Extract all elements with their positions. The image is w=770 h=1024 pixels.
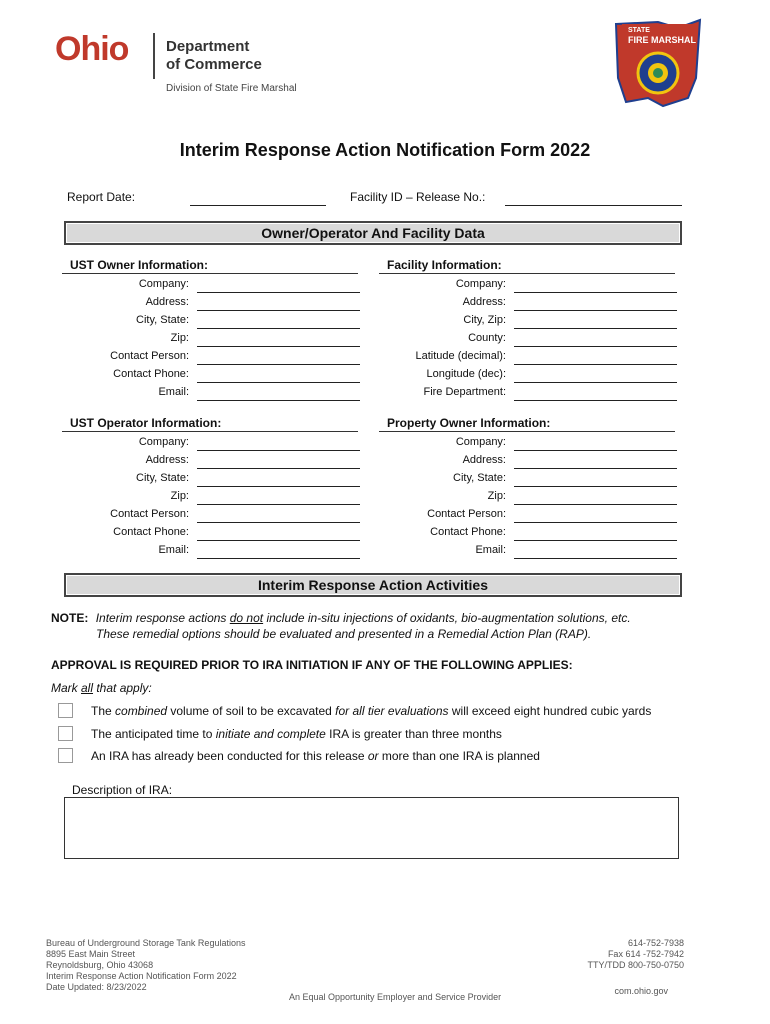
facility-field-label: Company:	[455, 278, 506, 290]
mark-all-instruction	[51, 681, 152, 695]
form-title: Interim Response Action Notification Form 2022	[179, 140, 591, 160]
property-owner-field-label: Company:	[455, 436, 506, 448]
ust-operator-field-label: Address:	[145, 454, 189, 466]
ira-activities-section-header: Interim Response Action Activities	[64, 573, 682, 597]
ust-operator-field-label: Email:	[158, 544, 189, 556]
ust-owner-field-label: Contact Person:	[110, 350, 189, 362]
property-owner-field-label: Zip:	[487, 490, 506, 502]
footer-equal-opportunity: An Equal Opportunity Employer and Service Provider	[289, 992, 502, 1002]
ust-operator-field-input[interactable]	[197, 504, 360, 505]
property-owner-field-input[interactable]	[514, 504, 677, 505]
ust-owner-field-input[interactable]	[197, 292, 360, 293]
ust-owner-title-rule	[62, 273, 358, 274]
division-name: Division of State Fire Marshal	[166, 83, 297, 94]
department-name	[166, 38, 262, 74]
note-label: NOTE:	[51, 611, 89, 625]
ust-operator-field-input[interactable]	[197, 540, 360, 541]
ust-operator-field-input[interactable]	[197, 450, 360, 451]
ust-owner-field-label: Zip:	[170, 332, 189, 344]
ust-operator-field-input[interactable]	[197, 468, 360, 469]
facility-title: Facility Information:	[387, 258, 502, 272]
report-date-field[interactable]	[190, 205, 326, 206]
ust-operator-field-label: Contact Phone:	[113, 526, 189, 538]
ust-operator-title-rule	[62, 431, 358, 432]
ust-operator-field-label: Company:	[138, 436, 189, 448]
property-owner-title-rule	[379, 431, 675, 432]
footer-tty: TTY/TDD 800-750-0750	[587, 960, 684, 970]
dept-line-1: Department	[166, 38, 250, 55]
footer-phone: 614-752-7938	[627, 938, 684, 948]
property-owner-field-input[interactable]	[514, 540, 677, 541]
facility-field-label: Longitude (dec):	[426, 368, 506, 380]
property-owner-title: Property Owner Information:	[387, 416, 551, 430]
footer-address	[46, 938, 245, 993]
ust-owner-field-input[interactable]	[197, 364, 360, 365]
property-owner-field-label: Address:	[462, 454, 506, 466]
facility-field-input[interactable]	[514, 346, 677, 347]
ust-owner-field-input[interactable]	[197, 382, 360, 383]
mark-u: all	[81, 681, 94, 695]
c3-p2: more than one IRA is planned	[378, 749, 540, 763]
footer-left-1: Bureau of Underground Storage Tank Regulations	[46, 938, 246, 948]
facility-field-input[interactable]	[514, 292, 677, 293]
facility-field-input[interactable]	[514, 310, 677, 311]
owner-facility-section-header: Owner/Operator And Facility Data	[64, 221, 682, 245]
ust-operator-field-label: Zip:	[170, 490, 189, 502]
footer-left-3: Reynoldsburg, Ohio 43068	[46, 960, 154, 970]
checkbox-prior-ira[interactable]	[58, 748, 73, 763]
c2-i1: initiate and complete	[215, 727, 326, 741]
ust-owner-field-input[interactable]	[197, 346, 360, 347]
ust-operator-field-label: City, State:	[136, 472, 189, 484]
footer-left-4: Interim Response Action Notification Form 2022	[46, 971, 237, 981]
ust-operator-field-input[interactable]	[197, 486, 360, 487]
report-date-label: Report Date:	[67, 190, 136, 204]
ust-owner-field-label: City, State:	[136, 314, 189, 326]
property-owner-field-label: City, State:	[453, 472, 506, 484]
ust-owner-field-label: Email:	[158, 386, 189, 398]
footer-contact	[587, 938, 684, 971]
mark-b: that apply:	[93, 681, 152, 695]
note-underlined: do not	[229, 611, 264, 625]
ust-operator-field-input[interactable]	[197, 558, 360, 559]
note-text-b: include in-situ injections of oxidants, bio-augmentation solutions, etc.	[263, 611, 631, 625]
note-text-a: Interim response actions	[95, 611, 230, 625]
facility-id-label: Facility ID – Release No.:	[350, 190, 486, 204]
logo-divider	[153, 33, 155, 79]
ust-owner-title: UST Owner Information:	[70, 258, 208, 272]
facility-field-label: County:	[468, 332, 506, 344]
property-owner-field-label: Email:	[475, 544, 506, 556]
checkbox-anticipated-time[interactable]	[58, 726, 73, 741]
svg-text:FIRE MARSHAL: FIRE MARSHAL	[628, 35, 696, 45]
facility-field-input[interactable]	[514, 328, 677, 329]
ust-owner-field-input[interactable]	[197, 400, 360, 401]
mark-a: Mark	[51, 681, 81, 695]
note-line-1	[51, 610, 691, 626]
dept-line-2: of Commerce	[166, 56, 262, 73]
c3-i1: or	[367, 749, 379, 763]
fire-marshal-badge-icon	[608, 18, 703, 110]
facility-field-label: Address:	[462, 296, 506, 308]
ust-owner-field-input[interactable]	[197, 328, 360, 329]
description-textarea[interactable]	[64, 797, 679, 859]
ust-operator-field-input[interactable]	[197, 522, 360, 523]
c1-p2: volume of soil to be excavated	[167, 704, 336, 718]
facility-title-rule	[379, 273, 675, 274]
facility-id-field[interactable]	[505, 205, 682, 206]
property-owner-field-input[interactable]	[514, 486, 677, 487]
property-owner-field-label: Contact Person:	[427, 508, 506, 520]
c2-p1: The anticipated time to	[91, 727, 216, 741]
facility-field-label: Latitude (decimal):	[415, 350, 506, 362]
ust-owner-field-label: Company:	[138, 278, 189, 290]
c1-i1: combined	[115, 704, 168, 718]
footer-left-5: Date Updated: 8/23/2022	[46, 982, 147, 992]
footer-website-link[interactable]: com.ohio.gov	[614, 986, 668, 996]
c1-p1: The	[91, 704, 116, 718]
c2-p2: IRA is greater than three months	[325, 727, 502, 741]
footer-left-2: 8895 East Main Street	[46, 949, 136, 959]
ust-owner-field-input[interactable]	[197, 310, 360, 311]
property-owner-field-input[interactable]	[514, 522, 677, 523]
facility-field-label: City, Zip:	[463, 314, 506, 326]
property-owner-field-input[interactable]	[514, 558, 677, 559]
approval-heading: APPROVAL IS REQUIRED PRIOR TO IRA INITIATION IF ANY OF THE FOLLOWING APPLIES:	[51, 658, 573, 672]
ust-operator-field-label: Contact Person:	[110, 508, 189, 520]
check-text-2	[91, 727, 502, 741]
svg-text:STATE: STATE	[628, 27, 650, 34]
check-text-1	[91, 704, 651, 718]
check-text-3	[91, 749, 540, 763]
c1-p3: will exceed eight hundred cubic yards	[448, 704, 652, 718]
ust-owner-field-label: Address:	[145, 296, 189, 308]
facility-field-label: Fire Department:	[423, 386, 506, 398]
checkbox-soil-volume[interactable]	[58, 703, 73, 718]
ohio-logo: Ohio	[55, 30, 129, 68]
ust-owner-field-label: Contact Phone:	[113, 368, 189, 380]
c3-p1: An IRA has already been conducted for this release	[91, 749, 368, 763]
facility-field-input[interactable]	[514, 364, 677, 365]
facility-field-input[interactable]	[514, 382, 677, 383]
footer-fax: Fax 614 -752-7942	[607, 949, 684, 959]
property-owner-field-input[interactable]	[514, 468, 677, 469]
property-owner-field-input[interactable]	[514, 450, 677, 451]
description-label: Description of IRA:	[72, 783, 173, 797]
note-line-2: These remedial options should be evaluated and presented in a Remedial Action Plan (RAP).	[96, 627, 592, 641]
c1-i2: for all tier evaluations	[335, 704, 449, 718]
facility-field-input[interactable]	[514, 400, 677, 401]
note-block	[51, 610, 691, 642]
property-owner-field-label: Contact Phone:	[430, 526, 506, 538]
ust-operator-title: UST Operator Information:	[70, 416, 222, 430]
